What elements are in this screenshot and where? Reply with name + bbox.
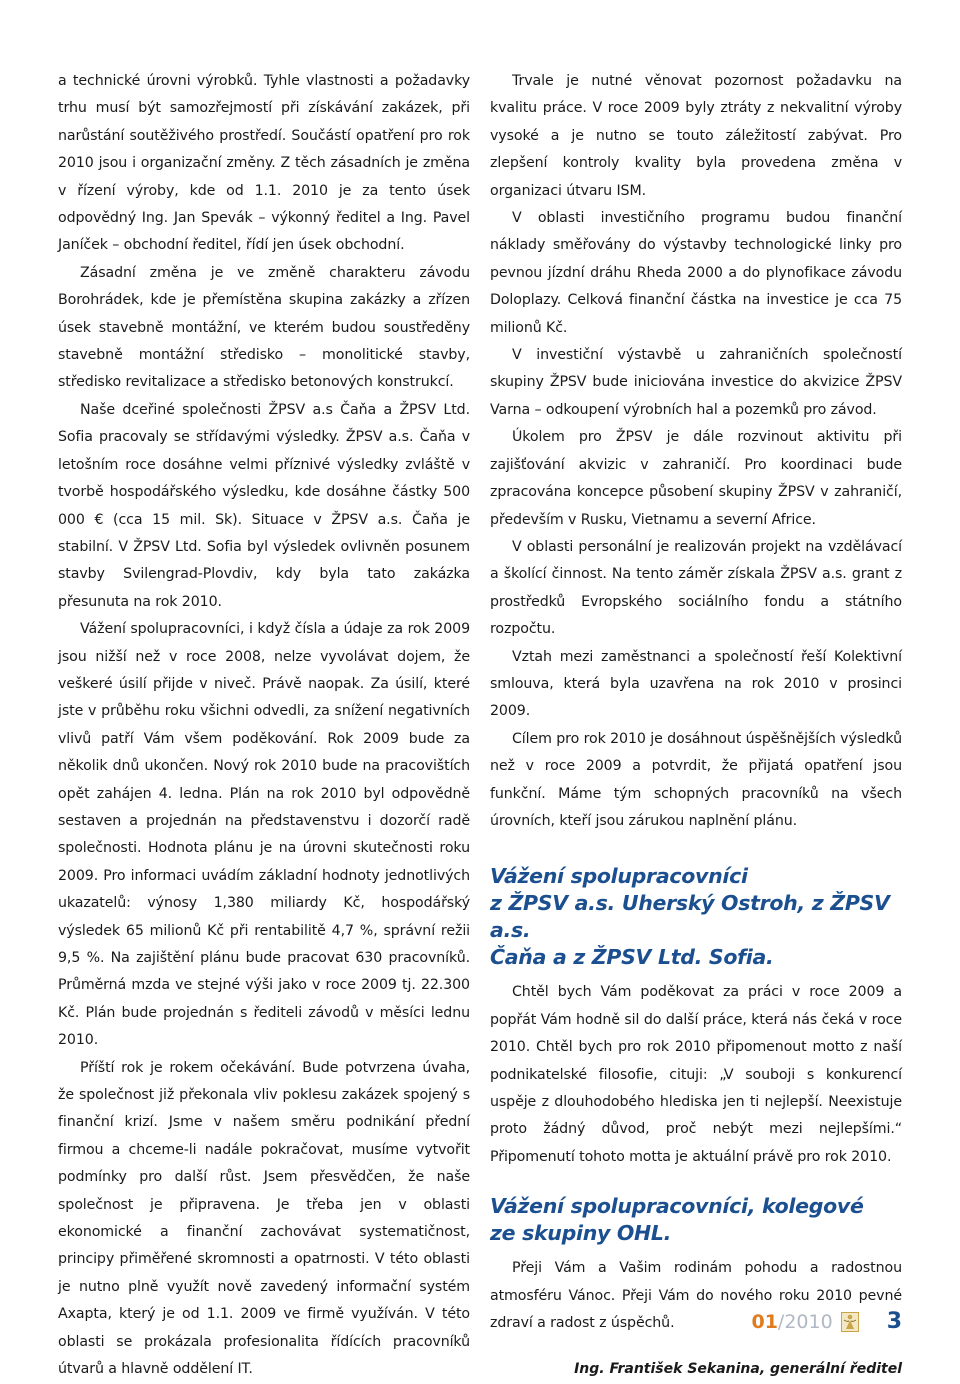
heading-line: ze skupiny OHL.	[490, 1221, 672, 1246]
issue-label	[751, 1311, 832, 1333]
angel-icon	[841, 1312, 859, 1332]
section-heading-ohl	[490, 1193, 902, 1247]
page-number: 3	[886, 1309, 902, 1334]
right-column	[490, 68, 902, 1379]
paragraph: V oblasti personální je realizován projekt na vzdělávací a školící činnost. Na tento záměr získala ŽPSV a.s. grant z prostředků Evropského sociálního fondu a státního rozpočtu.	[490, 538, 902, 638]
paragraph: Vážení spolupracovníci, i když čísla a údaje za rok 2009 jsou nižší než v roce 2008, nelze vyvolávat dojem, že veškeré úsilí přijde v niveč. Právě naopak. Za úsilí, které jste v průběhu roku všichni odvedli, za snížení negativních vlivů patří Vám všem poděkování. Rok 2009 bude za několik dnů ukončen. Nový rok 2010 bude na pracovištích opět zahájen 4. ledna. Plán na rok 2010 byl odpovědně sestaven a projednán na představenstvu i dozorčí radě společnosti. Hodnota plánu je na úrovni skutečnosti roku 2009. Pro informaci uvádím základní hodnoty jednotlivých ukazatelů: výnosy 1,380 miliardy Kč, hospodářský výsledek 65 milionů Kč při rentabilitě 4,7 %, správní režii 9,5 %. Na zajištění plánu bude pracovat 630 pracovníků. Průměrná mzda ve stejné výši jako v roce 2009 tj. 22.300 Kč. Plán bude projednán s řediteli závodů v měsíci lednu 2010.	[58, 621, 470, 1049]
paragraph: a technické úrovni výrobků. Tyhle vlastnosti a požadavky trhu musí být samozřejmostí při získávání zakázek, při narůstání soutěživého prostředí. Součástí opatření pro rok 2010 jsou i organizační změny. Z těch zásadních je změna v řízení výroby, kde od 1.1. 2010 je za tento úsek odpovědný Ing. Jan Spevák – výkonný ředitel a Ing. Pavel Janíček – obchodní ředitel, řídí jen úsek obchodní.	[58, 73, 470, 254]
paragraph: V oblasti investičního programu budou finanční náklady směřovány do výstavby technologické linky pro pevnou jízdní dráhu Rheda 2000 a do plynofikace závodu Doloplazy. Celková finanční částka na investice je cca 75 milionů Kč.	[490, 210, 902, 336]
paragraph: Přeji Vám a Vašim rodinám pohodu a radostnou atmosféru Vánoc. Přeji Vám do nového roku 2010 pevné zdraví a radost z úspěchů.	[490, 1260, 902, 1332]
page-footer	[751, 1309, 902, 1334]
heading-line: Čaňa a z ŽPSV Ltd. Sofia.	[490, 945, 774, 970]
issue-number: 01	[751, 1310, 778, 1333]
paragraph: Zásadní změna je ve změně charakteru závodu Borohrádek, kde je přemístěna skupina zakázky a zřízen úsek stavebně montážní, ve kterém budou soustředěny stavebně montážní středisko – monolitické stavby, středisko revitalizace a středisko betonových konstrukcí.	[58, 264, 470, 391]
paragraph: Vztah mezi zaměstnanci a společností řeší Kolektivní smlouva, která byla uzavřena na rok 2010 v prosinci 2009.	[490, 648, 902, 720]
heading-line: Vážení spolupracovníci	[490, 864, 748, 889]
paragraph: Příští rok je rokem očekávání. Bude potvrzena úvaha, že společnost již překonala vliv poklesu zakázek spojený s finanční krizí. Jsme v našem směru podnikání přední firmou a chceme-li nadále pokračovat, musíme vytvořit podmínky pro další růst. Jsem přesvědčen, že naše společnost je připravena. Je třeba jen v oblasti ekonomické a finanční zachovávat systematičnost, principy přiměřené skromnosti a opatrnosti. V této oblasti je nutno plně využít nově zavedený informační systém Axapta, který je od 1.1. 2009 ve firmě využíván. V této oblasti se prokázala profesionalita řídících pracovníků útvarů a hlavně oddělení IT.	[58, 1059, 470, 1378]
heading-line: Vážení spolupracovníci, kolegové	[490, 1194, 864, 1219]
paragraph: Cílem pro rok 2010 je dosáhnout úspěšnějších výsledků než v roce 2009 a potvrdit, že přijatá opatření jsou funkční. Máme tým schopných pracovníků na všech úrovních, kteří jsou zárukou naplnění plánu.	[490, 730, 902, 829]
paragraph: Trvale je nutné věnovat pozornost požadavku na kvalitu práce. V roce 2009 byly ztráty z nekvalitní výroby vysoké a je nutno se touto záležitostí zabývat. Pro zlepšení kontroly kvality byla provedena změna v organizaci útvaru ISM.	[490, 73, 902, 199]
signature: Ing. František Sekanina, generální ředitel	[574, 1361, 902, 1378]
issue-year: /2010	[777, 1310, 833, 1333]
left-column	[58, 68, 470, 1384]
paragraph: Úkolem pro ŽPSV je dále rozvinout aktivitu při zajišťování akvizic v zahraničí. Pro koordinaci bude zpracována koncepce působení skupiny ŽPSV v zahraničí, především v Rusku, Vietnamu a severní Africe.	[490, 429, 902, 528]
paragraph: Naše dceřiné společnosti ŽPSV a.s Čaňa a ŽPSV Ltd. Sofia pracovaly se střídavými výsledky. ŽPSV a.s. Čaňa v letošním roce dosáhne velmi příznivé výsledky zvláště v tvorbě hospodářského výsledku, kde dosáhne částky 500 000 € (cca 15 mil. Sk). Situace v ŽPSV a.s. Čaňa je stabilní. V ŽPSV Ltd. Sofia byl výsledek ovlivněn posunem stavby Svilengrad-Plovdiv, kdy byla tato zakázka přesunuta na rok 2010.	[58, 401, 470, 610]
paragraph: V investiční výstavbě u zahraničních společností skupiny ŽPSV bude iniciována investice do akvizice ŽPSV Varna – odkoupení výrobních hal a pozemků pro závod.	[490, 347, 902, 418]
heading-line: z ŽPSV a.s. Uherský Ostroh, z ŽPSV a.s.	[490, 891, 890, 943]
section-heading-greeting	[490, 863, 902, 971]
paragraph: Chtěl bych Vám poděkovat za práci v roce 2009 a popřát Vám hodně sil do další práce, která nás čeká v roce 2010. Chtěl bych pro rok 2010 připomenout motto z naší podnikatelské filosofie, cituji: „V souboji s konkurencí uspěje z dlouhodobého hlediska jen ti nejlepší. Neexistuje proto žádný důvod, proč nebýt mezi nejlepšími.“ Připomenutí tohoto motta je aktuální právě pro rok 2010.	[490, 984, 902, 1165]
